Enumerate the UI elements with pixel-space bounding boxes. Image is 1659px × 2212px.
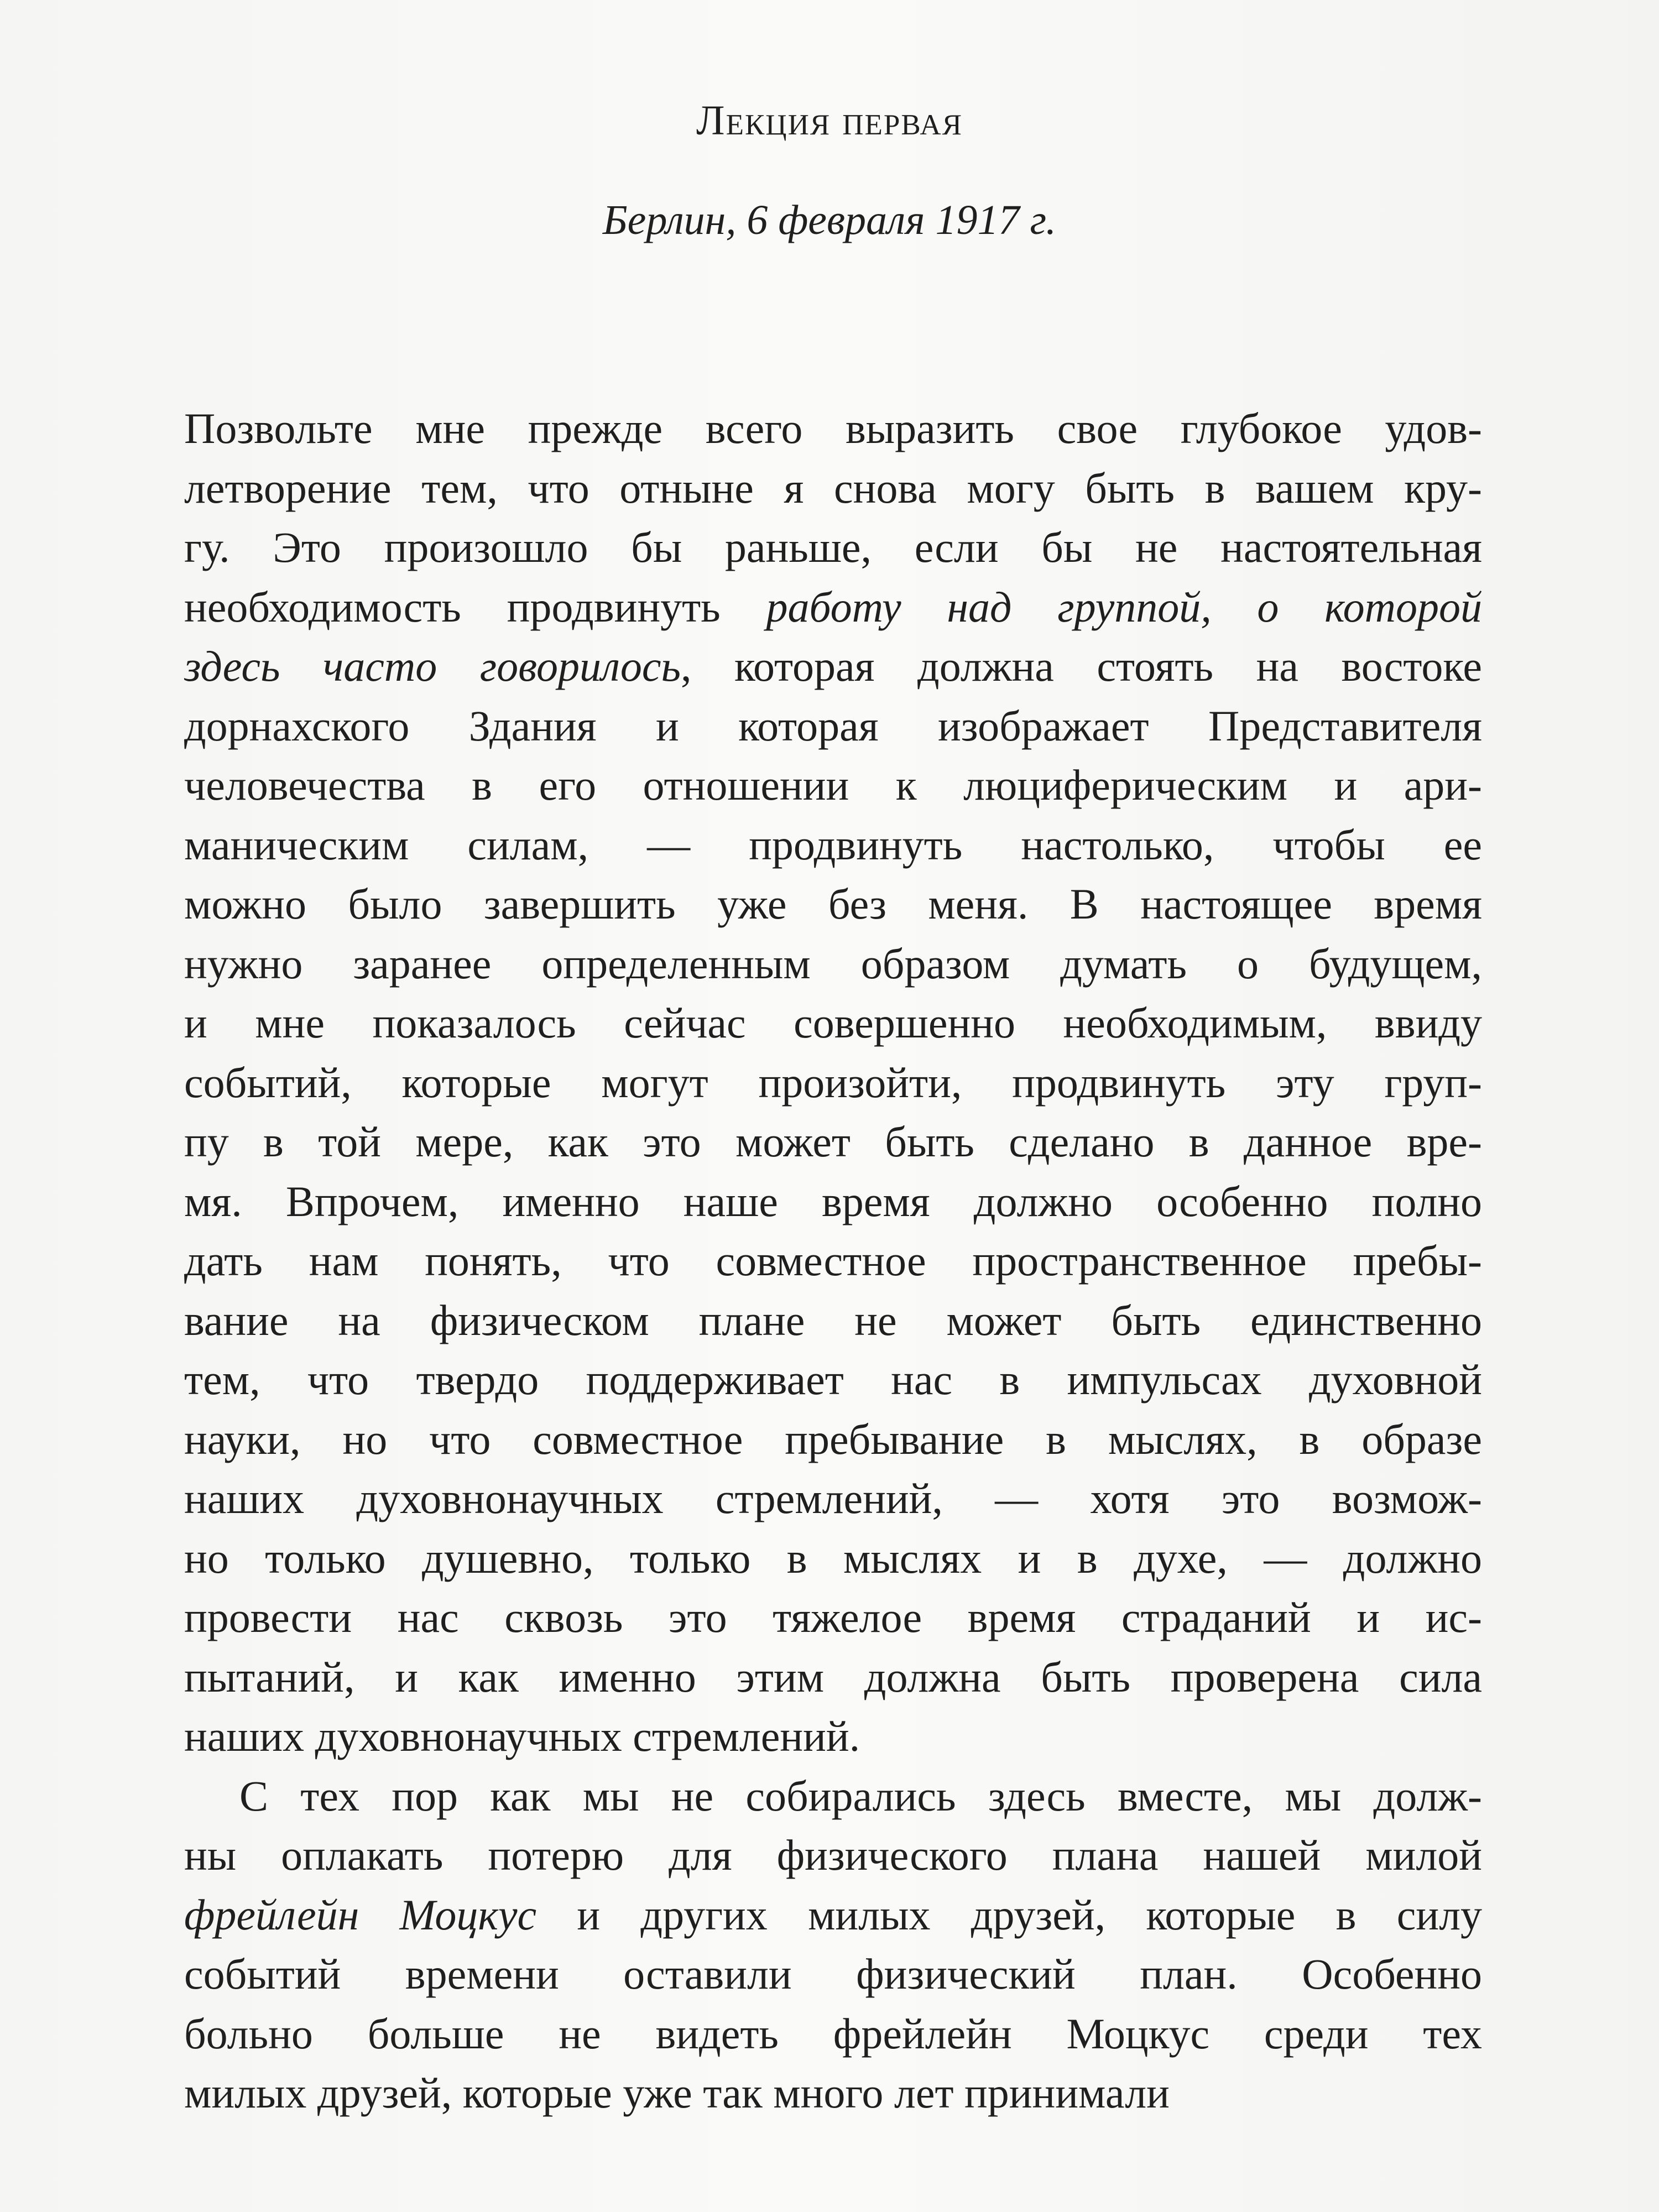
- text-run: науки, но что совместное пребывание в мыслях, в образе: [184, 1415, 1482, 1463]
- text-run: маническим силам, — продвинуть настолько, чтобы ее: [184, 820, 1482, 869]
- italic-text-run: работу над группой, о которой: [766, 582, 1482, 631]
- text-line: [184, 1528, 1482, 1589]
- text-run: Позвольте мне прежде всего выразить свое глубокое удов-: [184, 404, 1482, 452]
- text-run: необходимость продвинуть: [184, 582, 766, 631]
- text-run: наших духовнонаучных стремлений.: [184, 1712, 860, 1760]
- text-run: можно было завершить уже без меня. В настоящее время: [184, 880, 1482, 928]
- text-line: [184, 1349, 1482, 1410]
- text-run: больно больше не видеть фрейлейн Моцкус среди тех: [184, 2009, 1482, 2058]
- lecture-subtitle: Берлин, 6 февраля 1917 г.: [602, 197, 1057, 243]
- text-line: [184, 1825, 1482, 1886]
- text-line: [184, 1112, 1482, 1172]
- text-run: ны оплакать потерю для физического плана нашей милой: [184, 1831, 1482, 1879]
- text-line: [184, 815, 1482, 875]
- text-run: и мне показалось сейчас совершенно необходимым, ввиду: [184, 999, 1482, 1047]
- text-run: дать нам понять, что совместное пространственное пребы-: [184, 1237, 1482, 1285]
- italic-text-run: фрейлейн Моцкус: [184, 1890, 537, 1939]
- lecture-title: Лекция первая: [696, 97, 963, 144]
- text-line: [184, 636, 1482, 697]
- text-line: [184, 1468, 1482, 1529]
- text-run: событий времени оставили физический план. Особенно: [184, 1950, 1482, 1998]
- text-run: С тех пор как мы не собирались здесь вместе, мы долж-: [239, 1771, 1482, 1820]
- text-run: и других милых друзей, которые в силу: [536, 1890, 1482, 1939]
- text-run: тем, что твердо поддерживает нас в импульсах духовной: [184, 1355, 1482, 1404]
- text-run: провести нас сквозь это тяжелое время страданий и ис-: [184, 1593, 1482, 1641]
- text-run: вание на физическом плане не может быть единственно: [184, 1296, 1482, 1344]
- text-line: [184, 1885, 1482, 1945]
- italic-text-run: здесь часто говорилось: [184, 642, 681, 690]
- text-line: [184, 577, 1482, 638]
- text-run: наших духовнонаучных стремлений, — хотя это возмож-: [184, 1474, 1482, 1522]
- text-line: [184, 993, 1482, 1053]
- text-line: [184, 1944, 1482, 2005]
- text-line: [184, 1290, 1482, 1351]
- text-run: летворение тем, что отныне я снова могу быть в вашем кру-: [184, 463, 1482, 512]
- text-line: [184, 2004, 1482, 2064]
- text-line: [184, 1171, 1482, 1232]
- text-line: [184, 1409, 1482, 1470]
- text-run: дорнахского Здания и которая изображает Представителя: [184, 701, 1482, 750]
- text-run: событий, которые могут произойти, продвинуть эту груп-: [184, 1058, 1482, 1107]
- text-line: [184, 1647, 1482, 1708]
- text-line: [184, 458, 1482, 519]
- text-line: [184, 933, 1482, 994]
- text-line: [184, 1052, 1482, 1113]
- text-line: [184, 1587, 1482, 1648]
- text-run: но только душевно, только в мыслях и в духе, — должно: [184, 1533, 1482, 1582]
- text-run: пу в той мере, как это может быть сделано в данное вре-: [184, 1118, 1482, 1166]
- text-run: , которая должна стоять на востоке: [681, 642, 1482, 690]
- text-line: [184, 2063, 1482, 2124]
- text-run: человечества в его отношении к люциферическим и ари-: [184, 761, 1482, 809]
- text-run: гу. Это произошло бы раньше, если бы не настоятельная: [184, 523, 1482, 571]
- text-line: [184, 398, 1482, 459]
- text-run: нужно заранее определенным образом думать о будущем,: [184, 939, 1482, 988]
- text-line: [184, 1706, 1482, 1767]
- text-run: пытаний, и как именно этим должна быть проверена сила: [184, 1652, 1482, 1701]
- text-line: [184, 696, 1482, 757]
- text-line: [184, 517, 1482, 578]
- text-line: [239, 1766, 1482, 1827]
- text-line: [184, 755, 1482, 816]
- text-line: [184, 874, 1482, 935]
- text-run: мя. Впрочем, именно наше время должно особенно полно: [184, 1177, 1482, 1225]
- text-run: милых друзей, которые уже так много лет принимали: [184, 2069, 1170, 2117]
- text-line: [184, 1230, 1482, 1291]
